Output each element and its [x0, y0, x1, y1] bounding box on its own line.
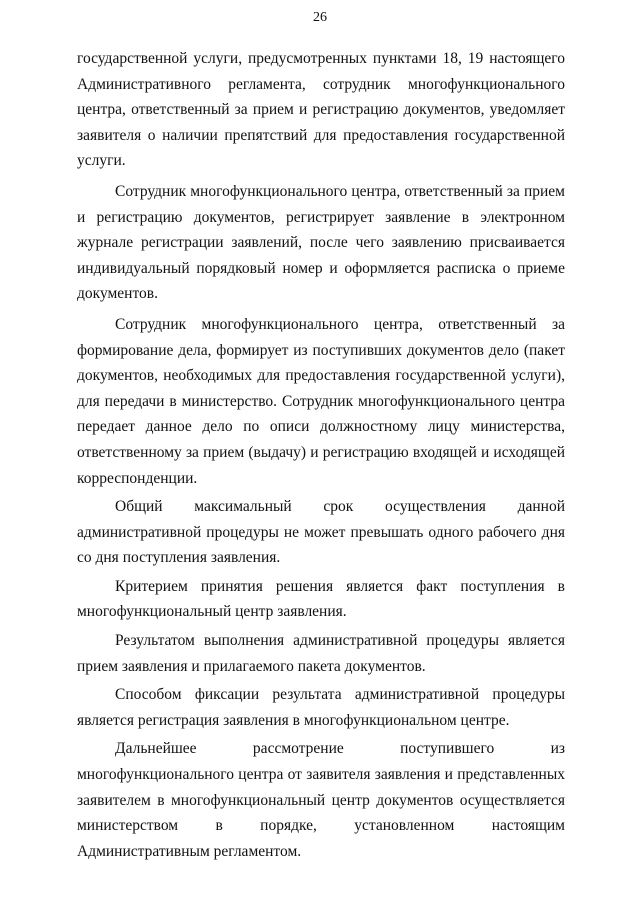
- paragraph-case-formation: Сотрудник многофункционального центра, ответственный за формирование дела, формирует из поступивших документов дело (пакет документов, необходимых для предоставления государственной услуги), для передачи в министерство. Сотрудник многофункционального центра передает данное дело по описи должностному лицу министерства, ответственному за прием (выдачу) и регистрацию входящей и исходящей корреспонденции.: [77, 315, 565, 487]
- paragraph-result: Результатом выполнения административной процедуры является прием заявления и прилагаемого пакета документов.: [77, 632, 565, 675]
- paragraph-max-term: Общий максимальный срок осуществления данной административной процедуры не может превышать одного рабочего дня со дня поступления заявления.: [77, 498, 565, 567]
- paragraph-fixation-method: Способом фиксации результата административной процедуры является регистрация заявления в многофункциональном центре.: [77, 686, 565, 729]
- document-body: [77, 46, 565, 864]
- paragraph-continuation: государственной услуги, предусмотренных пунктами 18, 19 настоящего Административного регламента, сотрудник многофункционального центра, ответственный за прием и регистрацию документов, уведомляет заявителя о наличии препятствий для предоставления государственной услуги.: [77, 50, 565, 170]
- page-number: 26: [313, 10, 327, 25]
- paragraph-registration: Сотрудник многофункционального центра, ответственный за прием и регистрацию документов, регистрирует заявление в электронном журнале регистрации заявлений, после чего заявлению присваивается индивидуальный порядковый номер и оформляется расписка о приеме документов.: [77, 182, 565, 303]
- paragraph-decision-criterion: Критерием принятия решения является факт поступления в многофункциональный центр заявления.: [77, 577, 565, 621]
- paragraph-further-consideration: Дальнейшее рассмотрение поступившего из многофункционального центра от заявителя заявления и представленных заявителем в многофункциональный центр документов осуществляется министерством в порядке, установленном настоящим Административным регламентом.: [77, 740, 565, 860]
